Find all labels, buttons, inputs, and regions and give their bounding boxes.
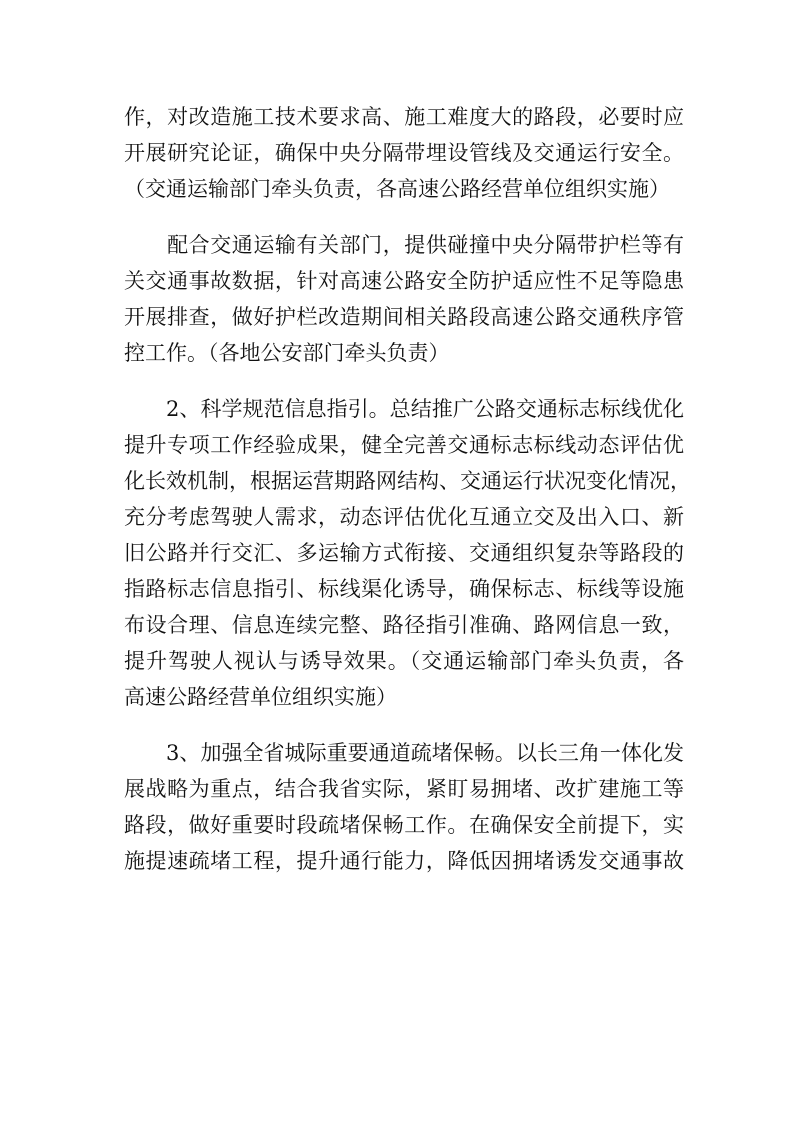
text-line: 指路标志信息指引、标线渠化诱导，确保标志、标线等设施 — [124, 577, 684, 601]
text-line: 关交通事故数据，针对高速公路安全防护适应性不足等隐患 — [124, 269, 684, 293]
text-line: 高速公路经营单位组织实施） — [124, 685, 397, 709]
text-line: 作，对改造施工技术要求高、施工难度大的路段，必要时应 — [124, 105, 684, 129]
text-line: 开展研究论证，确保中央分隔带埋设管线及交通运行安全。 — [124, 141, 684, 165]
text-line: 2、科学规范信息指引。总结推广公路交通标志标线优化 — [124, 397, 684, 421]
text-line: 化长效机制，根据运营期路网结构、交通运行状况变化情况， — [124, 469, 691, 493]
document-body — [124, 99, 691, 899]
paragraph-1 — [124, 99, 684, 207]
text-line: 提升专项工作经验成果，健全完善交通标志标线动态评估优 — [124, 433, 684, 457]
text-line: 配合交通运输有关部门，提供碰撞中央分隔带护栏等有 — [124, 233, 684, 257]
paragraph-2 — [124, 227, 684, 371]
text-line: 控工作。（各地公安部门牵头负责） — [124, 341, 450, 365]
text-line: 旧公路并行交汇、多运输方式衔接、交通组织复杂等路段的 — [124, 541, 684, 565]
text-line: 充分考虑驾驶人需求，动态评估优化互通立交及出入口、新 — [124, 505, 684, 529]
text-line: 施提速疏堵工程，提升通行能力，降低因拥堵诱发交通事故 — [124, 849, 684, 873]
paragraph-4 — [124, 735, 684, 879]
text-line: （交通运输部门牵头负责，各高速公路经营单位组织实施） — [124, 177, 670, 201]
text-line: 3、加强全省城际重要通道疏堵保畅。以长三角一体化发 — [124, 741, 684, 765]
paragraph-3 — [124, 391, 691, 715]
text-line: 提升驾驶人视认与诱导效果。（交通运输部门牵头负责，各 — [124, 649, 684, 673]
text-line: 布设合理、信息连续完整、路径指引准确、路网信息一致， — [124, 613, 684, 637]
text-line: 开展排查，做好护栏改造期间相关路段高速公路交通秩序管 — [124, 305, 684, 329]
text-line: 路段，做好重要时段疏堵保畅工作。在确保安全前提下，实 — [124, 813, 684, 837]
text-line: 展战略为重点，结合我省实际，紧盯易拥堵、改扩建施工等 — [124, 777, 684, 801]
